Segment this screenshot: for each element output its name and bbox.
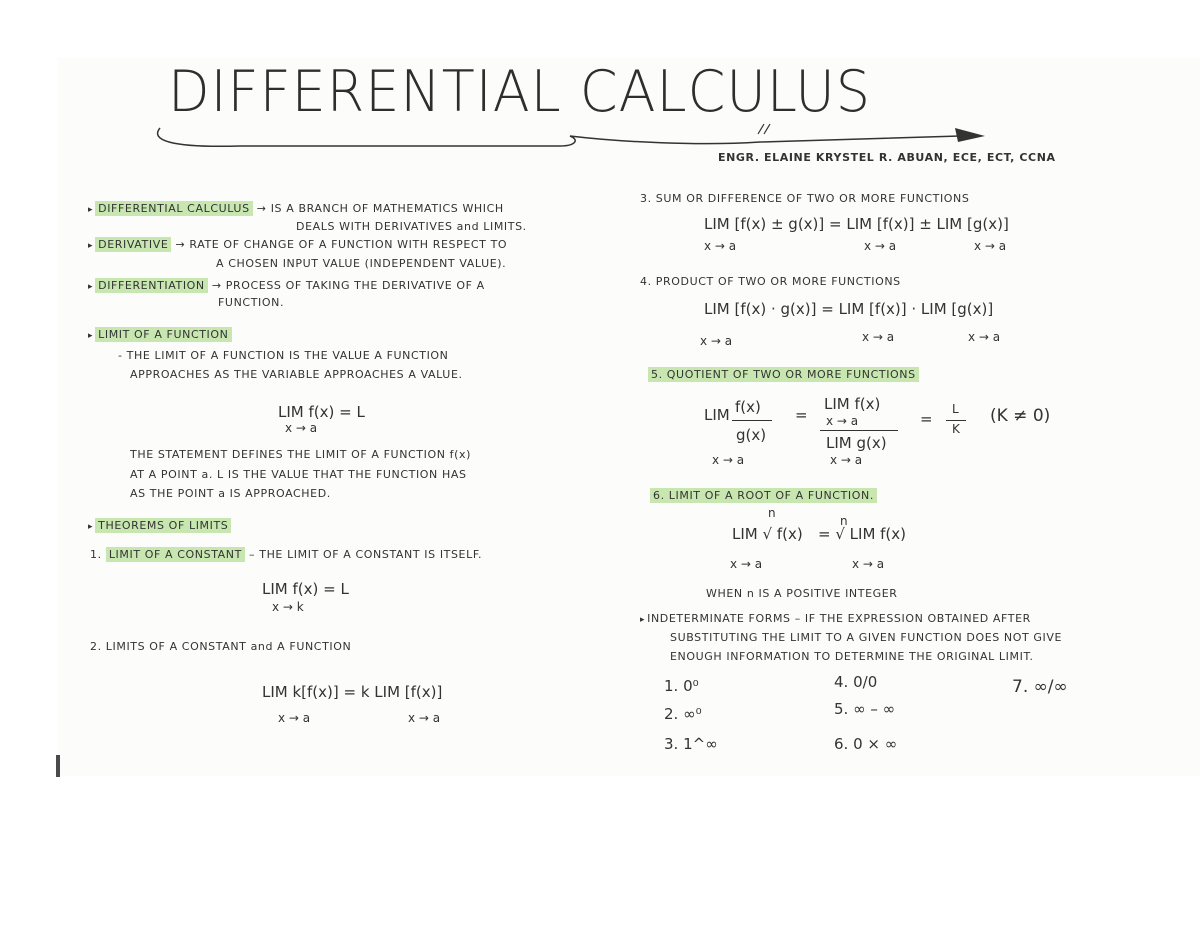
indeterminate-text: INDETERMINATE FORMS – IF THE EXPRESSION OBTAINED AFTER bbox=[647, 612, 1031, 625]
theorem-3-subscript: x → a bbox=[974, 239, 1007, 253]
definition-text: FUNCTION. bbox=[218, 296, 285, 309]
section-heading-theorems bbox=[88, 519, 231, 532]
definition-text: DEALS WITH DERIVATIVES and LIMITS. bbox=[296, 220, 527, 233]
indeterminate-form-item bbox=[664, 705, 702, 723]
theorem-1-subscript: x → k bbox=[272, 600, 304, 614]
theorem-5-numerator-sub: x → a bbox=[826, 414, 859, 428]
form-expression: ∞ – ∞ bbox=[853, 700, 896, 718]
theorem-2-heading: 2. LIMITS OF A CONSTANT and A FUNCTION bbox=[90, 640, 352, 653]
form-number: 4. bbox=[834, 673, 849, 691]
theorem-3-subscript: x → a bbox=[864, 239, 897, 253]
theorem-6-left: LIM √ f(x) bbox=[732, 525, 803, 543]
theorem-5-equals: = bbox=[920, 410, 933, 428]
term-highlight: 6. LIMIT OF A ROOT OF A FUNCTION. bbox=[650, 488, 877, 503]
section-heading-limit bbox=[88, 328, 232, 341]
theorem-1 bbox=[90, 548, 482, 561]
bullet-icon: ▸ bbox=[88, 241, 94, 251]
theorem-2-subscript-a: x → a bbox=[278, 711, 311, 725]
definition-text: A CHOSEN INPUT VALUE (INDEPENDENT VALUE). bbox=[216, 257, 507, 270]
term-highlight: THEOREMS OF LIMITS bbox=[95, 518, 231, 533]
indeterminate-text: SUBSTITUTING THE LIMIT TO A GIVEN FUNCTION DOES NOT GIVE bbox=[670, 631, 1063, 644]
form-number: 2. bbox=[664, 705, 679, 723]
form-expression: 0⁰ bbox=[683, 677, 699, 695]
theorem-6-index: n bbox=[768, 506, 776, 520]
form-expression: ∞/∞ bbox=[1033, 677, 1068, 697]
bullet-icon: ▸ bbox=[88, 331, 94, 341]
theorem-3-subscript: x → a bbox=[704, 239, 737, 253]
theorem-5-denominator-lim: LIM g(x) bbox=[826, 434, 887, 452]
theorem-4-subscript: x → a bbox=[700, 334, 733, 348]
theorem-5-K: K bbox=[952, 422, 960, 436]
theorem-2-formula: LIM k[f(x)] = k LIM [f(x)] bbox=[262, 683, 443, 701]
theorem-5-denominator-sub: x → a bbox=[830, 453, 863, 467]
indeterminate-form-item bbox=[664, 677, 699, 695]
limit-formula: LIM f(x) = L bbox=[278, 403, 365, 421]
form-number: 7. bbox=[1012, 677, 1029, 697]
statement-text: THE STATEMENT DEFINES THE LIMIT OF A FUNCTION f(x) bbox=[130, 448, 472, 461]
form-expression: 1^∞ bbox=[683, 735, 718, 753]
definition-text: → IS A BRANCH OF MATHEMATICS WHICH bbox=[256, 202, 504, 215]
theorem-5-equals: = bbox=[795, 406, 808, 424]
indeterminate-form-item bbox=[1012, 677, 1068, 697]
term-highlight: 5. QUOTIENT OF TWO OR MORE FUNCTIONS bbox=[648, 367, 919, 382]
limit-formula-subscript: x → a bbox=[285, 421, 318, 435]
form-expression: 0 × ∞ bbox=[853, 735, 898, 753]
definition-differentiation bbox=[88, 279, 485, 292]
author-credit: ENGR. ELAINE KRYSTEL R. ABUAN, ECE, ECT, CCNA bbox=[718, 151, 1056, 164]
form-number: 3. bbox=[664, 735, 679, 753]
theorem-5-lim: LIM bbox=[704, 406, 730, 424]
theorem-6-index: n bbox=[840, 514, 848, 528]
page-edge-shadow bbox=[56, 755, 60, 777]
theorem-3-heading: 3. SUM OR DIFFERENCE OF TWO OR MORE FUNCTIONS bbox=[640, 192, 970, 205]
theorem-1-formula: LIM f(x) = L bbox=[262, 580, 349, 598]
theorem-5-L: L bbox=[952, 402, 959, 416]
fraction-bar bbox=[820, 430, 898, 431]
indeterminate-form-item bbox=[834, 700, 895, 718]
form-number: 1. bbox=[664, 677, 679, 695]
title-underline-curve bbox=[0, 0, 1200, 200]
theorem-6-subscript: x → a bbox=[730, 557, 763, 571]
theorem-4-subscript: x → a bbox=[862, 330, 895, 344]
theorem-5-denominator: g(x) bbox=[736, 426, 767, 444]
theorem-6-subscript: x → a bbox=[852, 557, 885, 571]
theorem-3-formula: LIM [f(x) ± g(x)] = LIM [f(x)] ± LIM [g(x)] bbox=[704, 215, 1009, 233]
term-highlight: LIMIT OF A CONSTANT bbox=[106, 547, 245, 562]
page-title: DIFFERENTIAL CALCULUS bbox=[168, 58, 872, 125]
form-number: 6. bbox=[834, 735, 849, 753]
term-highlight: LIMIT OF A FUNCTION bbox=[95, 327, 231, 342]
theorem-5-subscript: x → a bbox=[712, 453, 745, 467]
fraction-bar bbox=[946, 420, 966, 421]
theorem-6-right: = √ LIM f(x) bbox=[818, 525, 907, 543]
term-highlight: DERIVATIVE bbox=[95, 237, 171, 252]
term-highlight: DIFFERENTIAL CALCULUS bbox=[95, 201, 253, 216]
definition-derivative bbox=[88, 238, 507, 251]
theorem-6-heading bbox=[650, 489, 877, 502]
theorem-4-subscript: x → a bbox=[968, 330, 1001, 344]
form-expression: 0/0 bbox=[853, 673, 878, 691]
theorem-5-condition: (K ≠ 0) bbox=[990, 406, 1051, 426]
theorem-5-heading bbox=[648, 368, 919, 381]
theorem-5-numerator-lim: LIM f(x) bbox=[824, 395, 881, 413]
form-expression: ∞⁰ bbox=[683, 705, 702, 723]
indeterminate-form-item bbox=[664, 735, 718, 753]
theorem-5-numerator: f(x) bbox=[735, 398, 761, 416]
definition-differential-calculus bbox=[88, 202, 504, 215]
theorem-6-note: WHEN n IS A POSITIVE INTEGER bbox=[706, 587, 898, 600]
fraction-bar bbox=[732, 420, 772, 421]
definition-text: → PROCESS OF TAKING THE DERIVATIVE OF A bbox=[211, 279, 485, 292]
theorem-number: 1. bbox=[90, 548, 102, 561]
limit-description: - THE LIMIT OF A FUNCTION IS THE VALUE A FUNCTION bbox=[118, 349, 449, 362]
form-number: 5. bbox=[834, 700, 849, 718]
bullet-icon: ▸ bbox=[88, 282, 94, 292]
term-highlight: DIFFERENTIATION bbox=[95, 278, 208, 293]
theorem-2-subscript-b: x → a bbox=[408, 711, 441, 725]
indeterminate-forms-heading bbox=[640, 612, 1031, 625]
definition-text: → RATE OF CHANGE OF A FUNCTION WITH RESPECT TO bbox=[175, 238, 508, 251]
indeterminate-form-item bbox=[834, 735, 897, 753]
bullet-icon: ▸ bbox=[88, 522, 94, 532]
bullet-icon: ▸ bbox=[640, 615, 646, 625]
indeterminate-form-item bbox=[834, 673, 877, 691]
indeterminate-text: ENOUGH INFORMATION TO DETERMINE THE ORIGINAL LIMIT. bbox=[670, 650, 1034, 663]
limit-description: APPROACHES AS THE VARIABLE APPROACHES A VALUE. bbox=[130, 368, 463, 381]
theorem-text: – THE LIMIT OF A CONSTANT IS ITSELF. bbox=[249, 548, 483, 561]
bullet-icon: ▸ bbox=[88, 205, 94, 215]
theorem-4-formula: LIM [f(x) · g(x)] = LIM [f(x)] · LIM [g(x)] bbox=[704, 300, 994, 318]
theorem-4-heading: 4. PRODUCT OF TWO OR MORE FUNCTIONS bbox=[640, 275, 901, 288]
statement-text: AT A POINT a. L IS THE VALUE THAT THE FUNCTION HAS bbox=[130, 468, 467, 481]
statement-text: AS THE POINT a IS APPROACHED. bbox=[130, 487, 331, 500]
